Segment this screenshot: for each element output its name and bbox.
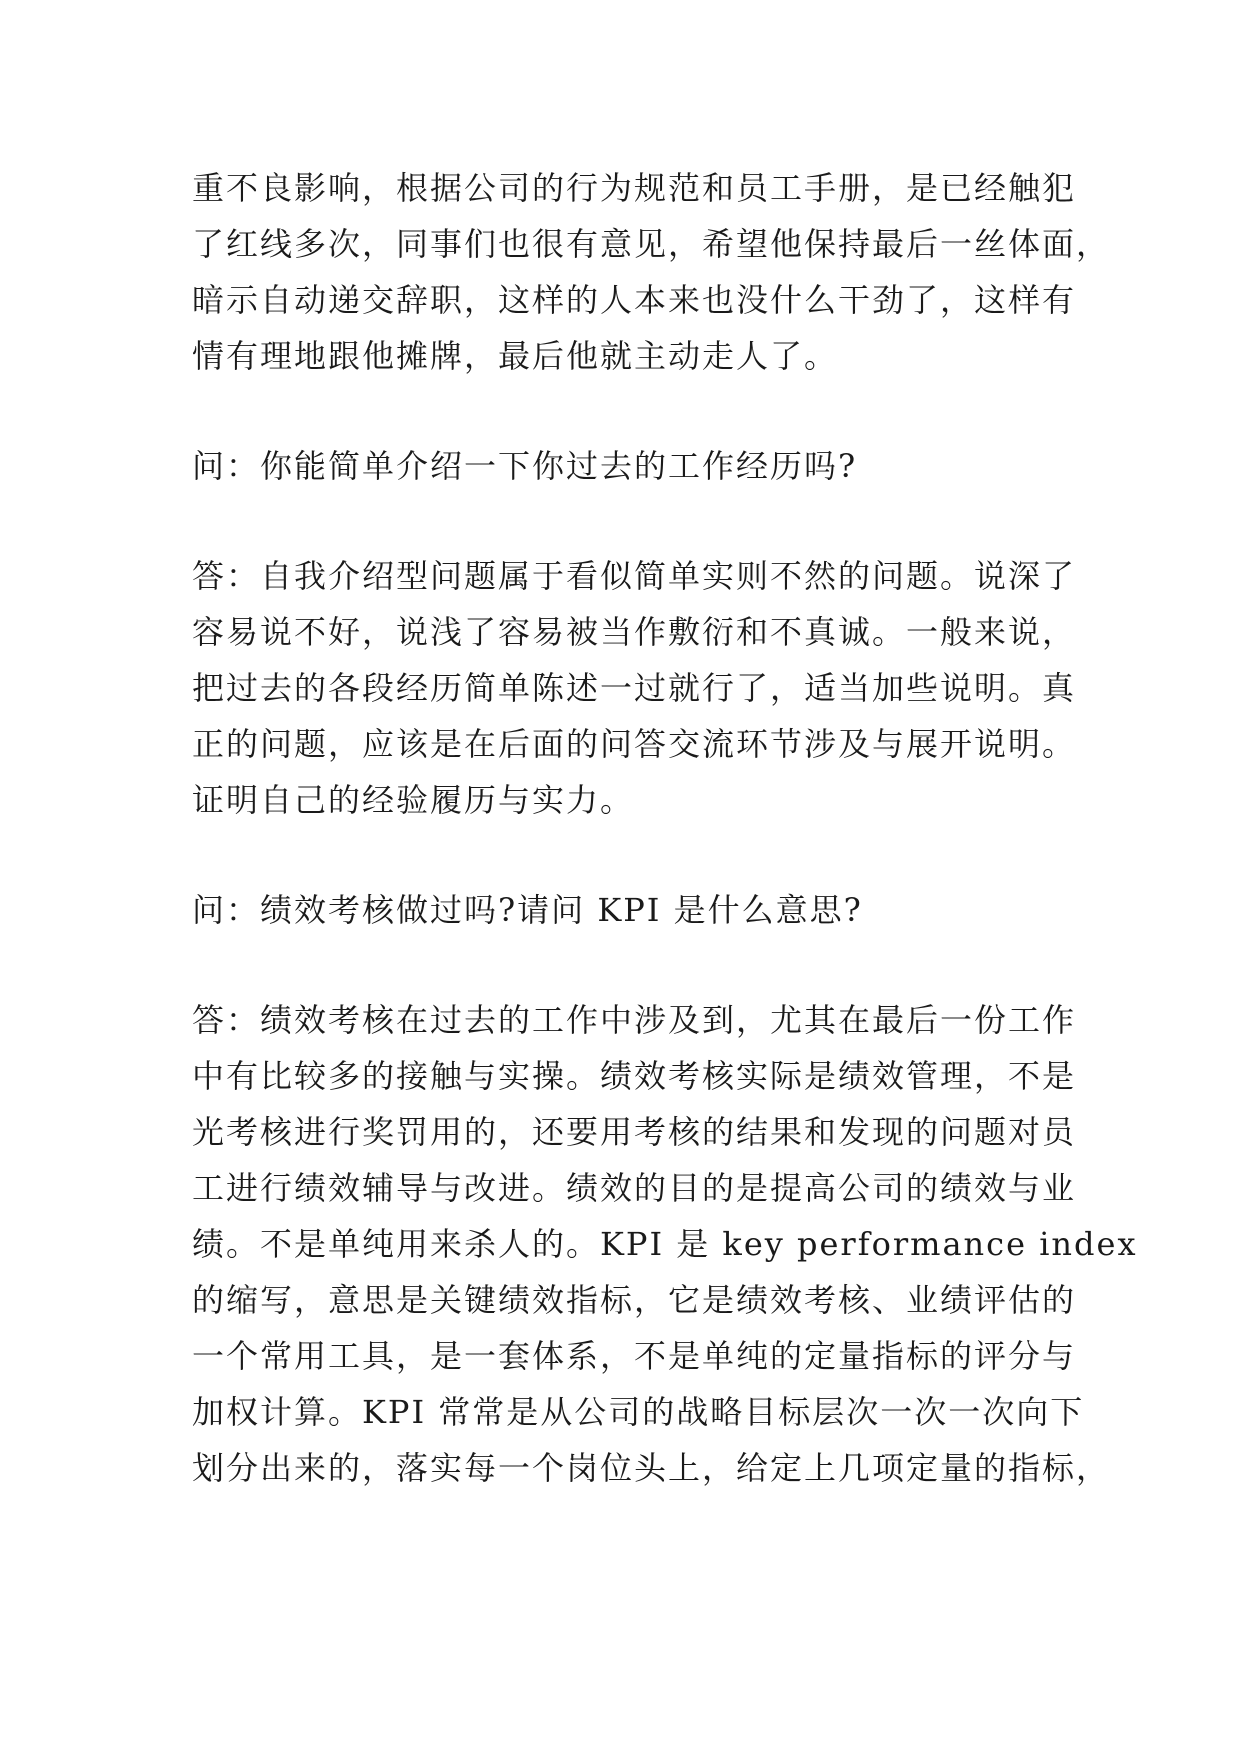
text-line: 绩。不是单纯用来杀人的。KPI 是 key performance index bbox=[192, 1225, 1138, 1263]
text-line: 正的问题，应该是在后面的问答交流环节涉及与展开说明。 bbox=[192, 725, 1077, 763]
text-line: 的缩写，意思是关键绩效指标，它是绩效考核、业绩评估的 bbox=[192, 1281, 1077, 1319]
text-line: 加权计算。KPI 常常是从公司的战略目标层次一次一次向下 bbox=[192, 1393, 1085, 1431]
text-line: 光考核进行奖罚用的，还要用考核的结果和发现的问题对员 bbox=[192, 1113, 1077, 1151]
text-line: 问：你能简单介绍一下你过去的工作经历吗? bbox=[192, 447, 858, 485]
answer-work-experience bbox=[192, 548, 1077, 828]
text-line: 答：绩效考核在过去的工作中涉及到，尤其在最后一份工作 bbox=[192, 1001, 1077, 1039]
paragraph-gap bbox=[192, 494, 1072, 548]
paragraph-gap bbox=[192, 938, 1072, 992]
question-work-experience bbox=[192, 438, 1072, 494]
paragraph-continuation bbox=[192, 160, 1111, 384]
text-line: 中有比较多的接触与实操。绩效考核实际是绩效管理，不是 bbox=[192, 1057, 1077, 1095]
text-line: 问：绩效考核做过吗?请问 KPI 是什么意思? bbox=[192, 891, 863, 929]
text-line: 了红线多次，同事们也很有意见，希望他保持最后一丝体面， bbox=[192, 225, 1111, 263]
text-line: 一个常用工具，是一套体系，不是单纯的定量指标的评分与 bbox=[192, 1337, 1077, 1375]
text-line: 答：自我介绍型问题属于看似简单实则不然的问题。说深了 bbox=[192, 557, 1077, 595]
text-line: 划分出来的，落实每一个岗位头上，给定上几项定量的指标， bbox=[192, 1449, 1111, 1487]
text-line: 情有理地跟他摊牌，最后他就主动走人了。 bbox=[192, 337, 839, 375]
text-line: 容易说不好，说浅了容易被当作敷衍和不真诚。一般来说， bbox=[192, 613, 1077, 651]
paragraph-gap bbox=[192, 384, 1072, 438]
text-line: 证明自己的经验履历与实力。 bbox=[192, 781, 635, 819]
question-kpi bbox=[192, 882, 1072, 938]
answer-kpi bbox=[192, 992, 1138, 1496]
document-body bbox=[192, 160, 1138, 1496]
text-line: 把过去的各段经历简单陈述一过就行了，适当加些说明。真 bbox=[192, 669, 1077, 707]
text-line: 重不良影响，根据公司的行为规范和员工手册，是已经触犯 bbox=[192, 169, 1077, 207]
text-line: 工进行绩效辅导与改进。绩效的目的是提高公司的绩效与业 bbox=[192, 1169, 1077, 1207]
text-line: 暗示自动递交辞职，这样的人本来也没什么干劲了，这样有 bbox=[192, 281, 1077, 319]
paragraph-gap bbox=[192, 828, 1072, 882]
